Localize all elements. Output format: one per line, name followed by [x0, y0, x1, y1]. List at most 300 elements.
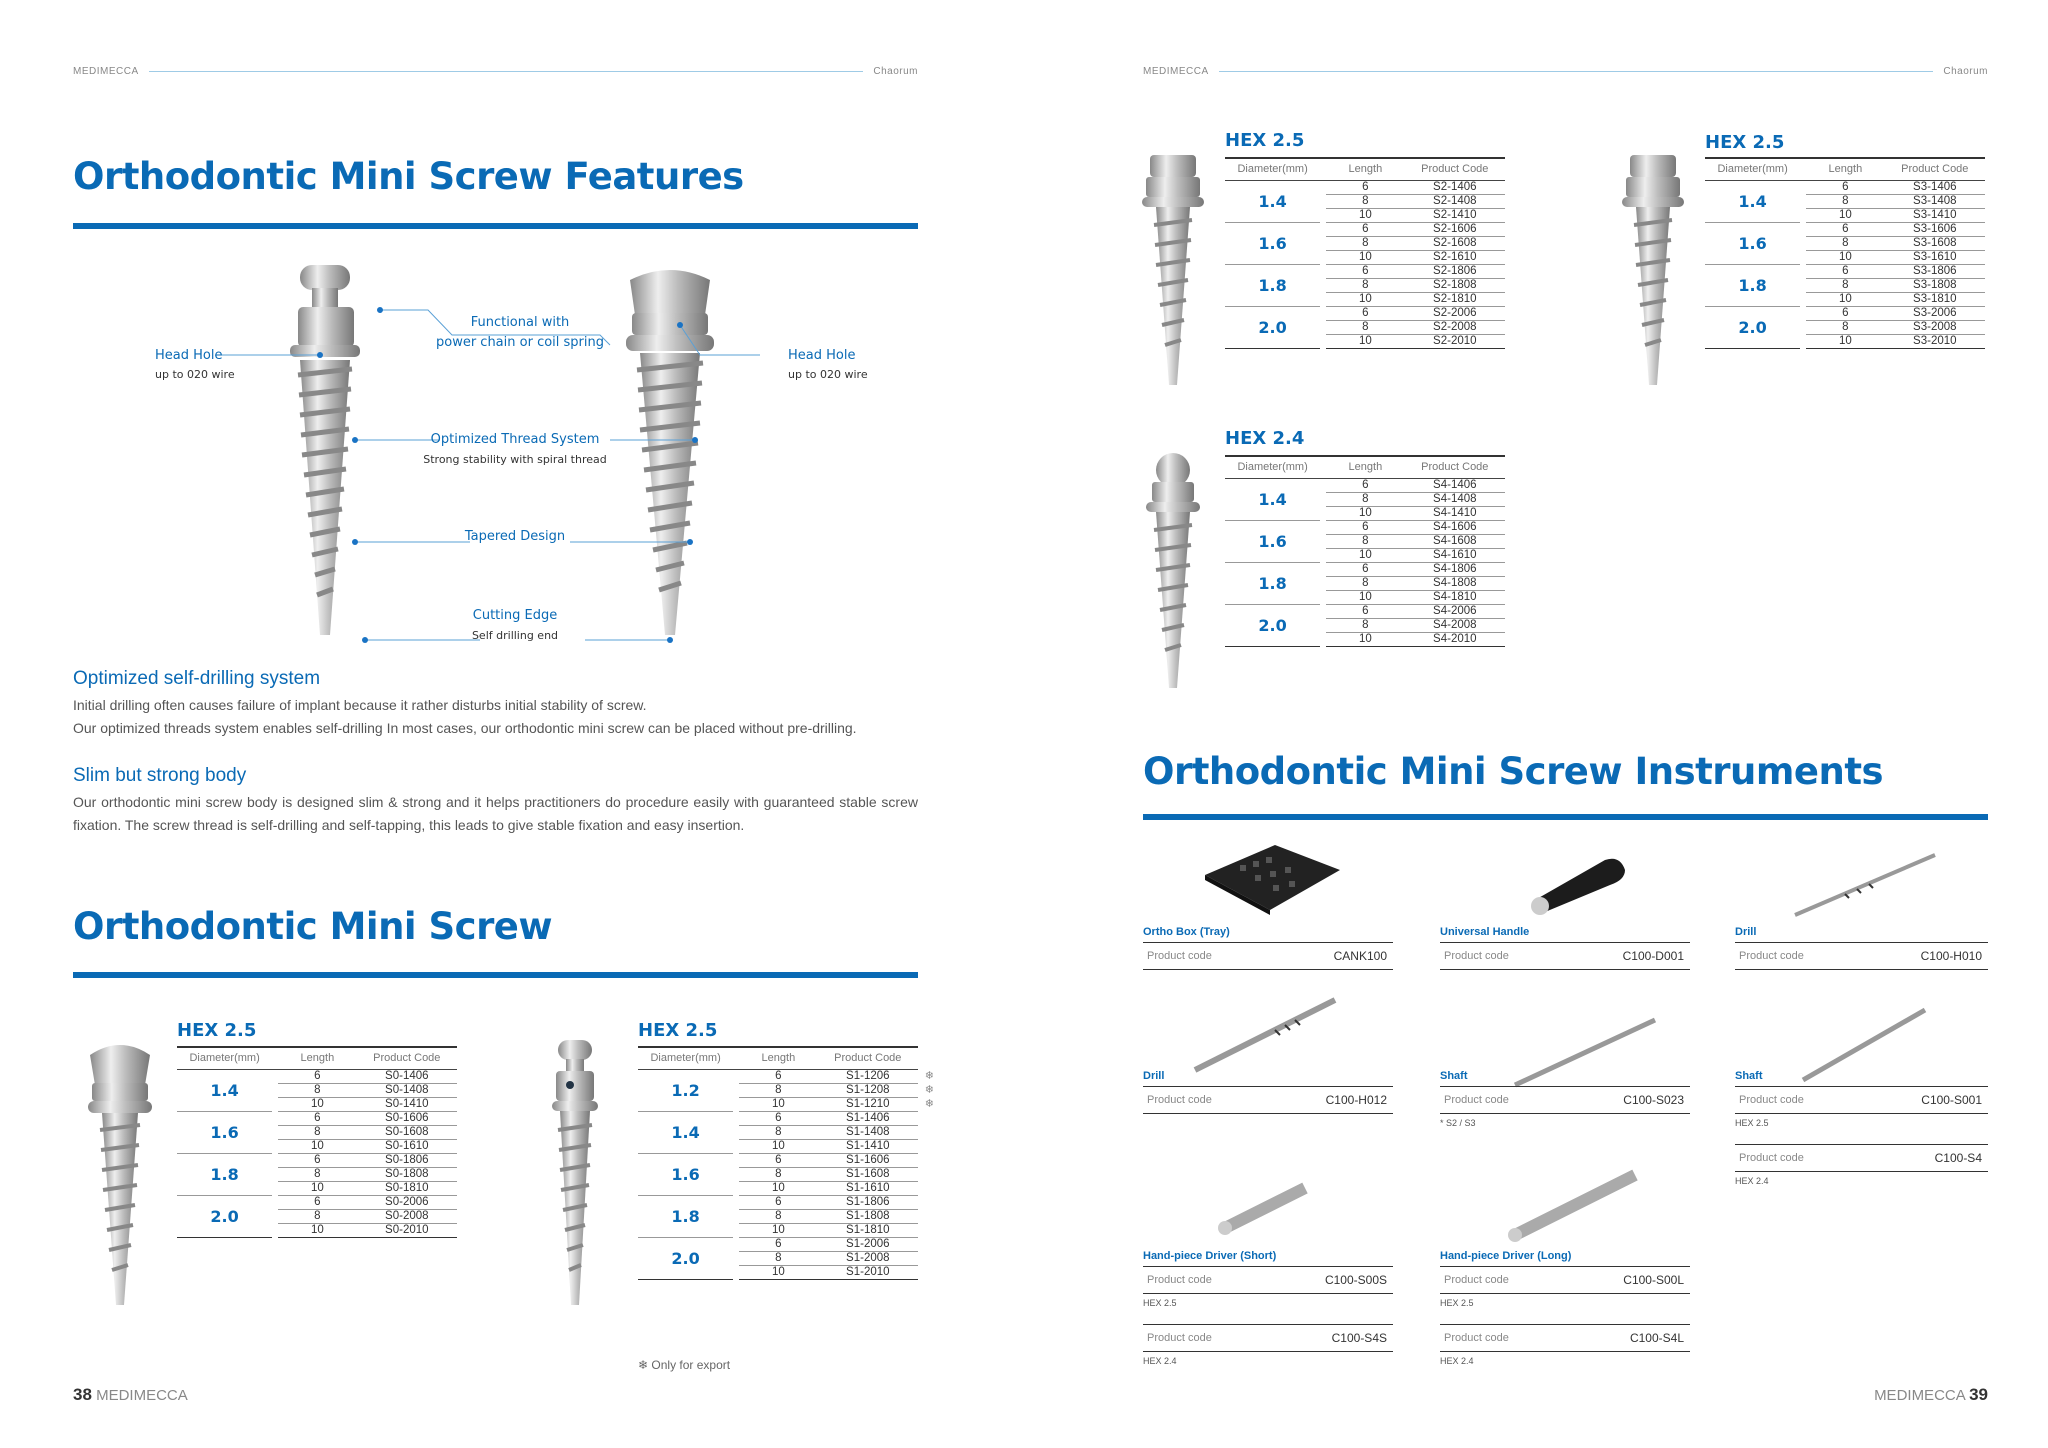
- product-code-label: Product code: [1444, 950, 1509, 962]
- length-cell: 6: [1806, 180, 1884, 194]
- paragraph-self-drilling: [73, 694, 923, 740]
- table-s2: [1225, 157, 1505, 349]
- code-cell: S1-2006: [818, 1237, 918, 1251]
- code-cell: S3-1610: [1885, 250, 1985, 264]
- mini-screw-title: Orthodontic Mini Screw: [73, 905, 553, 948]
- diameter-cell: 1.8: [1705, 264, 1800, 306]
- instrument-name: Shaft: [1440, 1070, 1468, 1082]
- label-functional: Functional with: [470, 315, 570, 330]
- header-right: Chaorum: [873, 66, 918, 77]
- instrument-note: HEX 2.5: [1735, 1118, 1769, 1128]
- table-row: [1225, 478, 1505, 492]
- diameter-cell: 2.0: [638, 1237, 733, 1279]
- code-cell: S4-1606: [1405, 520, 1505, 534]
- length-cell: 10: [278, 1223, 356, 1237]
- diameter-cell: 1.8: [638, 1195, 733, 1237]
- left-header: [73, 66, 918, 77]
- product-code-row: [1143, 1086, 1393, 1114]
- code-cell: S4-2008: [1405, 618, 1505, 632]
- instrument-name: Drill: [1735, 926, 1757, 938]
- code-cell: S3-1606: [1885, 222, 1985, 236]
- length-cell: 8: [1326, 534, 1404, 548]
- length-cell: 6: [1326, 478, 1404, 492]
- label-tapered: Tapered Design: [464, 529, 566, 544]
- col-code: Product Code: [1405, 456, 1505, 478]
- instrument-name: Hand-piece Driver (Long): [1440, 1250, 1572, 1262]
- diameter-cell: 1.4: [638, 1111, 733, 1153]
- code-cell: S2-2006: [1405, 306, 1505, 320]
- product-code-value: C100-S4S: [1331, 1331, 1387, 1345]
- table-row: [1225, 222, 1505, 236]
- features-title: Orthodontic Mini Screw Features: [73, 155, 744, 198]
- code-cell: S0-2010: [357, 1223, 457, 1237]
- table-s3: [1705, 157, 1985, 349]
- product-code-row: [1143, 1266, 1393, 1294]
- code-cell: S1-1210 ❄: [818, 1097, 918, 1111]
- table-header-row: [638, 1047, 918, 1069]
- diameter-cell: 1.4: [1225, 478, 1320, 520]
- code-cell: S3-1408: [1885, 194, 1985, 208]
- length-cell: 6: [1806, 222, 1884, 236]
- length-cell: 8: [739, 1167, 817, 1181]
- label-cutting: Cutting Edge: [472, 608, 558, 623]
- label-head-hole-left: Head Hole: [155, 348, 223, 363]
- col-code: Product Code: [818, 1047, 918, 1069]
- table-s3-title: HEX 2.5: [1705, 132, 1785, 153]
- right-header: [1143, 66, 1988, 77]
- code-cell: S4-2006: [1405, 604, 1505, 618]
- table-row: [638, 1069, 918, 1083]
- code-cell: S1-2010: [818, 1265, 918, 1279]
- code-cell: S1-1410: [818, 1139, 918, 1153]
- screw-left: [290, 265, 360, 635]
- diameter-cell: 1.8: [1225, 264, 1320, 306]
- table-header-row: [1225, 158, 1505, 180]
- diameter-cell: 1.2: [638, 1069, 733, 1111]
- universal-handle-image: [1515, 840, 1635, 920]
- code-cell: S1-1208 ❄: [818, 1083, 918, 1097]
- table-row: [1225, 520, 1505, 534]
- drill-image-2: [1185, 995, 1345, 1075]
- length-cell: 6: [278, 1069, 356, 1083]
- table-row: [1705, 306, 1985, 320]
- table-row: [1225, 180, 1505, 194]
- screw-image-s1: [540, 1035, 610, 1315]
- table-row: [638, 1153, 918, 1167]
- length-cell: 6: [1326, 180, 1404, 194]
- product-code-row: [1143, 942, 1393, 970]
- instrument-shaft-1: [1440, 1070, 1690, 1130]
- code-cell: S0-2006: [357, 1195, 457, 1209]
- product-code-value: C100-S023: [1623, 1093, 1684, 1107]
- paragraph-line: Initial drilling often causes failure of implant because it rather disturbs initial stability of screw.: [73, 697, 647, 713]
- table-row: [177, 1153, 457, 1167]
- length-cell: 6: [739, 1195, 817, 1209]
- length-cell: 6: [1326, 520, 1404, 534]
- diameter-cell: 2.0: [1225, 604, 1320, 646]
- instruments-rule: [1143, 814, 1988, 820]
- code-cell: S1-1806: [818, 1195, 918, 1209]
- instrument-handpiece-long: [1440, 1250, 1690, 1368]
- product-code-row: [1735, 942, 1988, 970]
- length-cell: 10: [1806, 292, 1884, 306]
- length-cell: 6: [1326, 264, 1404, 278]
- code-cell: S3-2010: [1885, 334, 1985, 348]
- table-row: [638, 1237, 918, 1251]
- header-rule: [1219, 71, 1934, 72]
- label-head-hole-right: Head Hole: [788, 348, 856, 363]
- diameter-cell: 2.0: [1225, 306, 1320, 348]
- code-cell: S2-1406: [1405, 180, 1505, 194]
- diameter-cell: 2.0: [1705, 306, 1800, 348]
- instrument-note: * S2 / S3: [1440, 1118, 1476, 1128]
- product-code-value: C100-S00L: [1623, 1273, 1684, 1287]
- length-cell: 10: [1806, 208, 1884, 222]
- product-code-row: [1440, 942, 1690, 970]
- table-row: [1705, 222, 1985, 236]
- length-cell: 10: [739, 1181, 817, 1195]
- col-diameter: Diameter(mm): [1225, 456, 1320, 478]
- code-cell: S0-1406: [357, 1069, 457, 1083]
- export-mark: ❄: [924, 1083, 934, 1096]
- table-header-row: [177, 1047, 457, 1069]
- col-diameter: Diameter(mm): [1225, 158, 1320, 180]
- subheading-self-drilling: Optimized self-drilling system: [73, 668, 321, 689]
- page-number: 39: [1969, 1385, 1988, 1404]
- handpiece-long-image: [1505, 1165, 1645, 1245]
- length-cell: 6: [1326, 562, 1404, 576]
- diameter-cell: 2.0: [177, 1195, 272, 1237]
- instrument-name: Universal Handle: [1440, 926, 1530, 938]
- code-cell: S4-1608: [1405, 534, 1505, 548]
- product-code-row: [1735, 1144, 1988, 1172]
- diameter-cell: 1.6: [1705, 222, 1800, 264]
- instrument-ortho-box: [1143, 926, 1393, 970]
- screw-image-s3: [1618, 150, 1688, 390]
- drill-image-1: [1785, 850, 1945, 920]
- code-cell: S2-1410: [1405, 208, 1505, 222]
- length-cell: 8: [1326, 278, 1404, 292]
- code-cell: S1-1408: [818, 1125, 918, 1139]
- label-thread: Optimized Thread System: [430, 432, 600, 447]
- product-code-row: [1440, 1086, 1690, 1114]
- length-cell: 8: [1326, 194, 1404, 208]
- length-cell: 6: [1326, 604, 1404, 618]
- length-cell: 6: [278, 1111, 356, 1125]
- code-cell: S2-2008: [1405, 320, 1505, 334]
- product-code-value: C100-H012: [1325, 1093, 1387, 1107]
- screw-image-s4: [1138, 450, 1208, 690]
- code-cell: S1-1810: [818, 1223, 918, 1237]
- length-cell: 10: [278, 1181, 356, 1195]
- header-rule: [149, 71, 864, 72]
- length-cell: 8: [278, 1083, 356, 1097]
- table-s1: [638, 1046, 934, 1280]
- col-code: Product Code: [1405, 158, 1505, 180]
- code-cell: S3-1608: [1885, 236, 1985, 250]
- code-cell: S3-1410: [1885, 208, 1985, 222]
- length-cell: 6: [739, 1111, 817, 1125]
- length-cell: 8: [1326, 320, 1404, 334]
- table-s2-title: HEX 2.5: [1225, 130, 1305, 151]
- code-cell: S2-1606: [1405, 222, 1505, 236]
- length-cell: 6: [1326, 306, 1404, 320]
- length-cell: 8: [1326, 576, 1404, 590]
- mini-screw-rule: [73, 972, 918, 978]
- length-cell: 8: [1806, 320, 1884, 334]
- subheading-slim-body: Slim but strong body: [73, 765, 247, 786]
- paragraph-slim-body: Our orthodontic mini screw body is designed slim & strong and it helps practitioners do procedure easily with guaranteed stable screw fixation. The screw thread is self-drilling and self-tapping, this leads to give stable fixation and easy insertion.: [73, 794, 918, 833]
- export-mark: ❄: [924, 1069, 934, 1082]
- length-cell: 10: [739, 1223, 817, 1237]
- diameter-cell: 1.6: [638, 1153, 733, 1195]
- table-header-row: [1705, 158, 1985, 180]
- screw-image-s2: [1138, 150, 1208, 390]
- length-cell: 8: [1806, 278, 1884, 292]
- instrument-name: Hand-piece Driver (Short): [1143, 1250, 1277, 1262]
- code-cell: S1-1808: [818, 1209, 918, 1223]
- product-code-value: C100-D001: [1622, 949, 1684, 963]
- ortho-box-image: [1195, 835, 1345, 915]
- code-cell: S1-1608: [818, 1167, 918, 1181]
- table-s0: [177, 1046, 457, 1238]
- code-cell: S0-2008: [357, 1209, 457, 1223]
- length-cell: 8: [1806, 236, 1884, 250]
- product-code-label: Product code: [1739, 950, 1804, 962]
- instrument-note: HEX 2.4: [1735, 1176, 1769, 1186]
- label-head-hole-right-sub: up to 020 wire: [788, 368, 868, 381]
- product-code-row: [1440, 1266, 1690, 1294]
- product-code-label: Product code: [1147, 1094, 1212, 1106]
- col-code: Product Code: [357, 1047, 457, 1069]
- length-cell: 10: [1326, 548, 1404, 562]
- product-code-label: Product code: [1444, 1332, 1509, 1344]
- table-row: [177, 1069, 457, 1083]
- page-number-left: [73, 1385, 188, 1405]
- length-cell: 10: [1326, 590, 1404, 604]
- length-cell: 6: [1806, 264, 1884, 278]
- table-s1-title: HEX 2.5: [638, 1020, 718, 1041]
- code-cell: S2-1810: [1405, 292, 1505, 306]
- page-number: 38: [73, 1385, 92, 1404]
- code-cell: S1-1206 ❄: [818, 1069, 918, 1083]
- col-length: Length: [1806, 158, 1884, 180]
- code-cell: S1-1606: [818, 1153, 918, 1167]
- diameter-cell: 1.8: [1225, 562, 1320, 604]
- length-cell: 10: [1326, 506, 1404, 520]
- code-cell: S3-1810: [1885, 292, 1985, 306]
- label-functional-2: power chain or coil spring: [435, 335, 604, 350]
- product-code-row: [1440, 1324, 1690, 1352]
- table-s4-title: HEX 2.4: [1225, 428, 1305, 449]
- table-row: [1705, 180, 1985, 194]
- length-cell: 10: [739, 1097, 817, 1111]
- col-diameter: Diameter(mm): [177, 1047, 272, 1069]
- code-cell: S2-1408: [1405, 194, 1505, 208]
- table-row: [1225, 306, 1505, 320]
- screw-right: [626, 270, 714, 635]
- length-cell: 8: [1326, 492, 1404, 506]
- table-s0-title: HEX 2.5: [177, 1020, 257, 1041]
- length-cell: 6: [278, 1153, 356, 1167]
- header-brand: MEDIMECCA: [1143, 66, 1209, 77]
- code-cell: S0-1610: [357, 1139, 457, 1153]
- label-cutting-sub: Self drilling end: [471, 629, 559, 642]
- table-row: [1225, 604, 1505, 618]
- length-cell: 10: [1326, 334, 1404, 348]
- table-row: [638, 1195, 918, 1209]
- header-right: Chaorum: [1943, 66, 1988, 77]
- table-s4: [1225, 455, 1505, 647]
- page-number-right: [1874, 1385, 1988, 1405]
- table-row: [1705, 264, 1985, 278]
- length-cell: 10: [1806, 334, 1884, 348]
- code-cell: S2-1610: [1405, 250, 1505, 264]
- length-cell: 8: [1326, 618, 1404, 632]
- page-brand: MEDIMECCA: [1874, 1387, 1965, 1404]
- col-diameter: Diameter(mm): [1705, 158, 1800, 180]
- diameter-cell: 1.6: [177, 1111, 272, 1153]
- code-cell: S4-1410: [1405, 506, 1505, 520]
- code-cell: S3-2008: [1885, 320, 1985, 334]
- product-code-label: Product code: [1444, 1094, 1509, 1106]
- length-cell: 8: [739, 1083, 817, 1097]
- instrument-note: HEX 2.5: [1440, 1298, 1474, 1308]
- code-cell: S3-1406: [1885, 180, 1985, 194]
- code-cell: S2-1806: [1405, 264, 1505, 278]
- length-cell: 10: [739, 1265, 817, 1279]
- table-row: [1225, 562, 1505, 576]
- instrument-note: HEX 2.4: [1143, 1356, 1177, 1366]
- diameter-cell: 1.4: [1225, 180, 1320, 222]
- col-diameter: Diameter(mm): [638, 1047, 733, 1069]
- length-cell: 10: [1326, 632, 1404, 646]
- product-code-value: CANK100: [1333, 949, 1387, 963]
- instrument-name: Ortho Box (Tray): [1143, 926, 1230, 938]
- diameter-cell: 1.6: [1225, 520, 1320, 562]
- length-cell: 8: [1326, 236, 1404, 250]
- diameter-cell: 1.4: [177, 1069, 272, 1111]
- header-brand: MEDIMECCA: [73, 66, 139, 77]
- code-cell: S4-1406: [1405, 478, 1505, 492]
- instrument-handpiece-short: [1143, 1250, 1393, 1368]
- code-cell: S0-1808: [357, 1167, 457, 1181]
- product-code-row: [1143, 1324, 1393, 1352]
- product-code-value: C100-S001: [1921, 1093, 1982, 1107]
- code-cell: S0-1608: [357, 1125, 457, 1139]
- length-cell: 10: [1326, 250, 1404, 264]
- length-cell: 6: [278, 1195, 356, 1209]
- length-cell: 8: [739, 1125, 817, 1139]
- product-code-value: C100-S4: [1934, 1151, 1982, 1165]
- paragraph-line: Our optimized threads system enables self-drilling In most cases, our orthodontic mini screw can be placed without pre-drilling.: [73, 720, 857, 736]
- label-head-hole-left-sub: up to 020 wire: [155, 368, 235, 381]
- instrument-shaft-2: [1735, 1070, 1988, 1188]
- code-cell: S2-2010: [1405, 334, 1505, 348]
- code-cell: S0-1810: [357, 1181, 457, 1195]
- col-length: Length: [1326, 158, 1404, 180]
- product-code-label: Product code: [1739, 1094, 1804, 1106]
- features-rule: [73, 223, 918, 229]
- col-length: Length: [1326, 456, 1404, 478]
- instrument-note: HEX 2.4: [1440, 1356, 1474, 1366]
- code-cell: S2-1808: [1405, 278, 1505, 292]
- product-code-label: Product code: [1147, 1332, 1212, 1344]
- length-cell: 6: [739, 1237, 817, 1251]
- diameter-cell: 1.4: [1705, 180, 1800, 222]
- length-cell: 10: [278, 1097, 356, 1111]
- code-cell: S0-1606: [357, 1111, 457, 1125]
- screw-image-s0: [80, 1035, 160, 1315]
- product-code-row: [1735, 1086, 1988, 1114]
- diameter-cell: 1.6: [1225, 222, 1320, 264]
- code-cell: S0-1408: [357, 1083, 457, 1097]
- length-cell: 10: [1326, 292, 1404, 306]
- code-cell: S4-1408: [1405, 492, 1505, 506]
- length-cell: 10: [278, 1139, 356, 1153]
- table-row: [1225, 264, 1505, 278]
- instrument-note: HEX 2.5: [1143, 1298, 1177, 1308]
- length-cell: 8: [739, 1209, 817, 1223]
- code-cell: S1-2008: [818, 1251, 918, 1265]
- product-code-label: Product code: [1147, 1274, 1212, 1286]
- length-cell: 6: [739, 1069, 817, 1083]
- code-cell: S1-1610: [818, 1181, 918, 1195]
- export-mark: ❄: [924, 1097, 934, 1110]
- code-cell: S0-1410: [357, 1097, 457, 1111]
- instrument-drill-2: [1143, 1070, 1393, 1114]
- length-cell: 6: [1806, 306, 1884, 320]
- length-cell: 10: [739, 1139, 817, 1153]
- diameter-cell: 1.8: [177, 1153, 272, 1195]
- product-code-label: Product code: [1739, 1152, 1804, 1164]
- length-cell: 8: [278, 1125, 356, 1139]
- code-cell: S4-1810: [1405, 590, 1505, 604]
- product-code-value: C100-H010: [1920, 949, 1982, 963]
- code-cell: S0-1806: [357, 1153, 457, 1167]
- col-length: Length: [739, 1047, 817, 1069]
- table-row: [177, 1111, 457, 1125]
- code-cell: S4-1610: [1405, 548, 1505, 562]
- code-cell: S3-1808: [1885, 278, 1985, 292]
- length-cell: 8: [278, 1209, 356, 1223]
- length-cell: 10: [1326, 208, 1404, 222]
- instrument-name: Shaft: [1735, 1070, 1763, 1082]
- length-cell: 8: [1806, 194, 1884, 208]
- product-code-label: Product code: [1444, 1274, 1509, 1286]
- handpiece-short-image: [1215, 1178, 1315, 1238]
- code-cell: S4-2010: [1405, 632, 1505, 646]
- label-thread-sub: Strong stability with spiral thread: [423, 453, 607, 466]
- code-cell: S4-1808: [1405, 576, 1505, 590]
- instrument-name: Drill: [1143, 1070, 1165, 1082]
- length-cell: 6: [1326, 222, 1404, 236]
- code-cell: S1-1406: [818, 1111, 918, 1125]
- table-header-row: [1225, 456, 1505, 478]
- table-row: [177, 1195, 457, 1209]
- instrument-drill-1: [1735, 926, 1988, 970]
- screw-features-illustration: [140, 255, 900, 645]
- code-cell: S4-1806: [1405, 562, 1505, 576]
- code-cell: S3-1806: [1885, 264, 1985, 278]
- export-note: ❄ Only for export: [638, 1358, 731, 1372]
- length-cell: 6: [739, 1153, 817, 1167]
- product-code-label: Product code: [1147, 950, 1212, 962]
- col-code: Product Code: [1885, 158, 1985, 180]
- code-cell: S3-2006: [1885, 306, 1985, 320]
- col-length: Length: [278, 1047, 356, 1069]
- product-code-value: C100-S00S: [1324, 1273, 1387, 1287]
